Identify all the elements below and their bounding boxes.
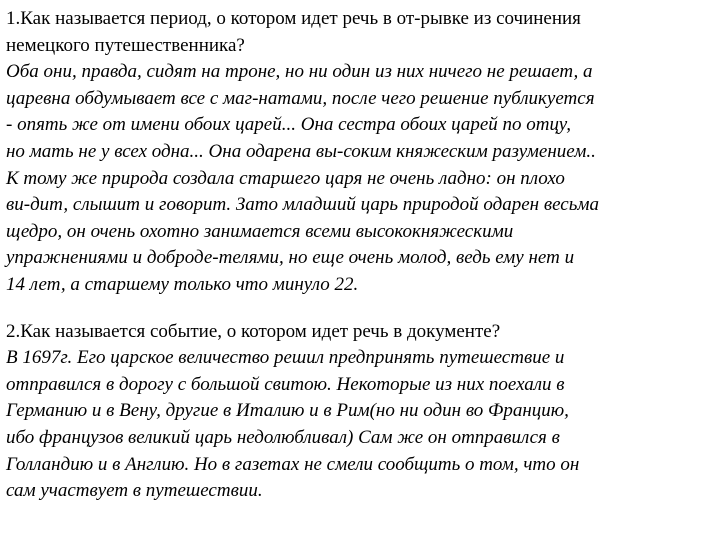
excerpt-line: К тому же природа создала старшего царя не очень ладно: он плохо xyxy=(6,167,565,189)
question-2-text xyxy=(6,319,716,346)
excerpt-line: Голландию и в Англию. Но в газетах не смели сообщить о том, что он xyxy=(6,453,580,475)
excerpt-line: Оба они, правда, сидят на троне, но ни один из них ничего не решает, а xyxy=(6,61,593,83)
source-excerpt-2 xyxy=(6,345,716,505)
excerpt-line: Германию и в Вену, другие в Италию и в Рим(но ни один во Францию, xyxy=(6,400,569,422)
question-line: немецкого путешественника? xyxy=(6,34,245,56)
excerpt-line: В 1697г. Его царское величество решил предпринять путешествие и xyxy=(6,347,565,369)
excerpt-line: ибо французов великий царь недолюбливал) Сам же он отправился в xyxy=(6,426,560,448)
question-block-2 xyxy=(6,319,716,505)
excerpt-line: но мать не у всех одна... Она одарена вы-соким княжеским разумением.. xyxy=(6,140,596,162)
question-line: 2.Как называется событие, о котором идет речь в документе? xyxy=(6,320,501,342)
excerpt-line: - опять же от имени обоих царей... Она сестра обоих царей по отцу, xyxy=(6,114,572,136)
excerpt-line: сам участвует в путешествии. xyxy=(6,480,263,502)
source-excerpt-1 xyxy=(6,59,716,298)
excerpt-line: отправился в дорогу с большой свитою. Некоторые из них поехали в xyxy=(6,373,565,395)
question-block-1 xyxy=(6,6,716,299)
question-line: 1.Как называется период, о котором идет речь в от-рывке из сочинения xyxy=(6,8,581,29)
excerpt-line: щедро, он очень охотно занимается всеми высококняжескими xyxy=(6,220,514,242)
excerpt-line: упражнениями и доброде-телями, но еще очень молод, ведь ему нет и xyxy=(6,247,575,269)
excerpt-line: ви-дит, слышит и говорит. Зато младший царь природой одарен весьма xyxy=(6,194,599,216)
question-1-text xyxy=(6,6,716,59)
excerpt-line: 14 лет, а старшему только что минуло 22. xyxy=(6,273,359,295)
excerpt-line: царевна обдумывает все с маг-натами, после чего решение публикуется xyxy=(6,87,595,109)
